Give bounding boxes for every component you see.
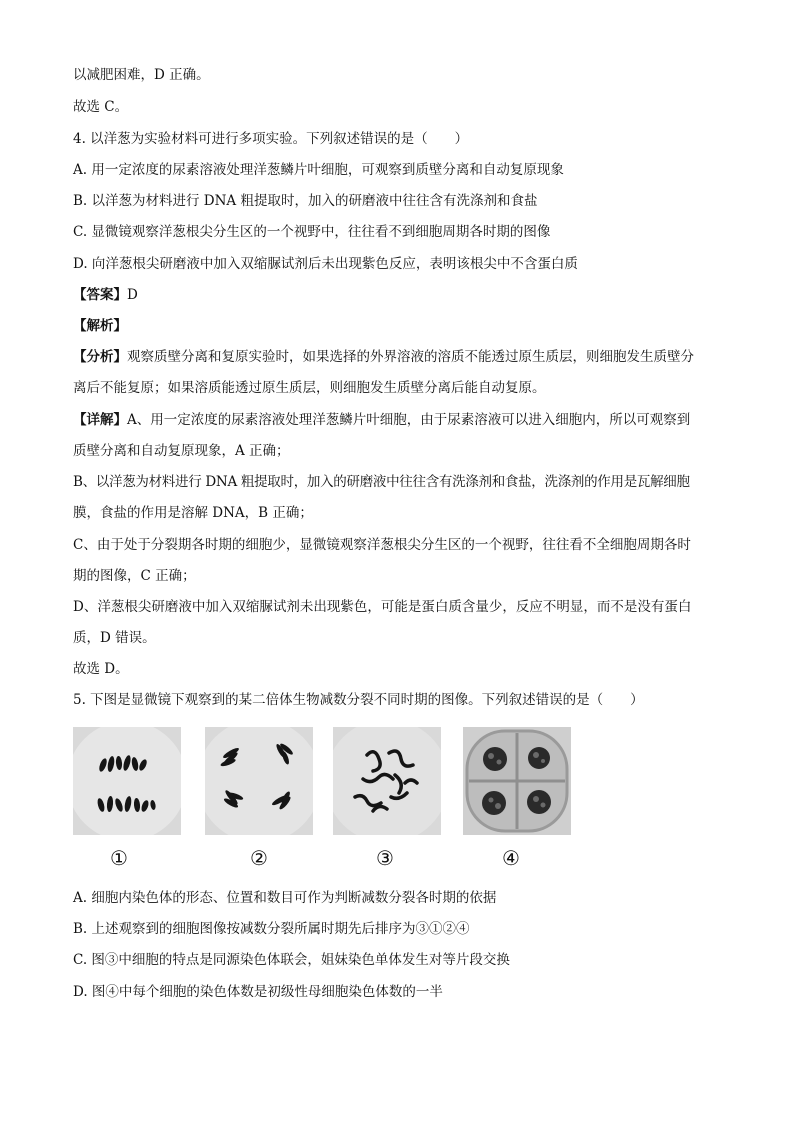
detail-line-6: 期的图像，C 正确；: [73, 568, 196, 584]
question-4-option-b: B. 以洋葱为材料进行 DNA 粗提取时，加入的研磨液中往往含有洗涤剂和食盐: [73, 193, 538, 209]
detail-line-8: 质，D 错误。: [73, 630, 156, 646]
answer-value: D: [127, 287, 138, 303]
question-5-stem: 5. 下图是显微镜下观察到的某二倍体生物减数分裂不同时期的图像。下列叙述错误的是（ ）: [73, 692, 644, 708]
figure-label-1: ①: [110, 846, 128, 870]
analysis-tag: 【分析】: [73, 349, 127, 365]
final-choice: 故选 D。: [73, 661, 129, 677]
question-5-option-b: B. 上述观察到的细胞图像按减数分裂所属时期先后排序为③①②④: [73, 921, 470, 937]
micrograph-3: [333, 727, 441, 835]
analysis-paragraph-line-1: [73, 347, 694, 367]
figure-label-2: ②: [250, 846, 268, 870]
analysis-text-1: 观察质壁分离和复原实验时，如果选择的外界溶液的溶质不能透过原生质层，则细胞发生质壁分: [127, 349, 694, 365]
question-5-option-a: A. 细胞内染色体的形态、位置和数目可作为判断减数分裂各时期的依据: [73, 890, 497, 906]
detail-line-4: 膜，食盐的作用是溶解 DNA，B 正确；: [73, 505, 313, 521]
question-4-option-c: C. 显微镜观察洋葱根尖分生区的一个视野中，往往看不到细胞周期各时期的图像: [73, 224, 551, 240]
analysis-paragraph-line-2: 离后不能复原；如果溶质能透过原生质层，则细胞发生质壁分离后能自动复原。: [73, 380, 546, 396]
detail-line-3: B、以洋葱为材料进行 DNA 粗提取时，加入的研磨液中往往含有洗涤剂和食盐，洗涤剂的作用是瓦解细胞: [73, 474, 690, 490]
figure-label-3: ③: [376, 846, 394, 870]
detail-line-7: D、洋葱根尖研磨液中加入双缩脲试剂未出现紫色，可能是蛋白质含量少，反应不明显，而不是没有蛋白: [73, 599, 692, 615]
detail-tag: 【详解】: [73, 412, 127, 428]
line-prev-answer: 以减肥困难，D 正确。: [73, 67, 210, 83]
micrograph-1: [73, 727, 181, 835]
micrograph-2: [205, 727, 313, 835]
analysis-heading: 【解析】: [73, 318, 127, 334]
answer-tag: 【答案】: [73, 287, 127, 303]
question-4-stem: 4. 以洋葱为实验材料可进行多项实验。下列叙述错误的是（ ）: [73, 131, 469, 147]
detail-line-2: 质壁分离和自动复原现象，A 正确；: [73, 443, 290, 459]
detail-line-5: C、由于处于分裂期各时期的细胞少，显微镜观察洋葱根尖分生区的一个视野，往往看不全细胞周期各时: [73, 537, 691, 553]
detail-line-1: [73, 410, 690, 430]
figure-label-4: ④: [502, 846, 520, 870]
micrograph-4: [463, 727, 571, 835]
question-5-option-c: C. 图③中细胞的特点是同源染色体联会，姐妹染色单体发生对等片段交换: [73, 952, 510, 968]
question-4-option-d: D. 向洋葱根尖研磨液中加入双缩脲试剂后未出现紫色反应，表明该根尖中不含蛋白质: [73, 256, 578, 272]
answer-line: [73, 285, 138, 305]
question-5-option-d: D. 图④中每个细胞的染色体数是初级性母细胞染色体数的一半: [73, 984, 443, 1000]
detail-text-1: A、用一定浓度的尿素溶液处理洋葱鳞片叶细胞，由于尿素溶液可以进入细胞内，所以可观察到: [127, 412, 691, 428]
line-prev-choice: 故选 C。: [73, 99, 129, 115]
question-4-option-a: A. 用一定浓度的尿素溶液处理洋葱鳞片叶细胞，可观察到质壁分离和自动复原现象: [73, 162, 564, 178]
